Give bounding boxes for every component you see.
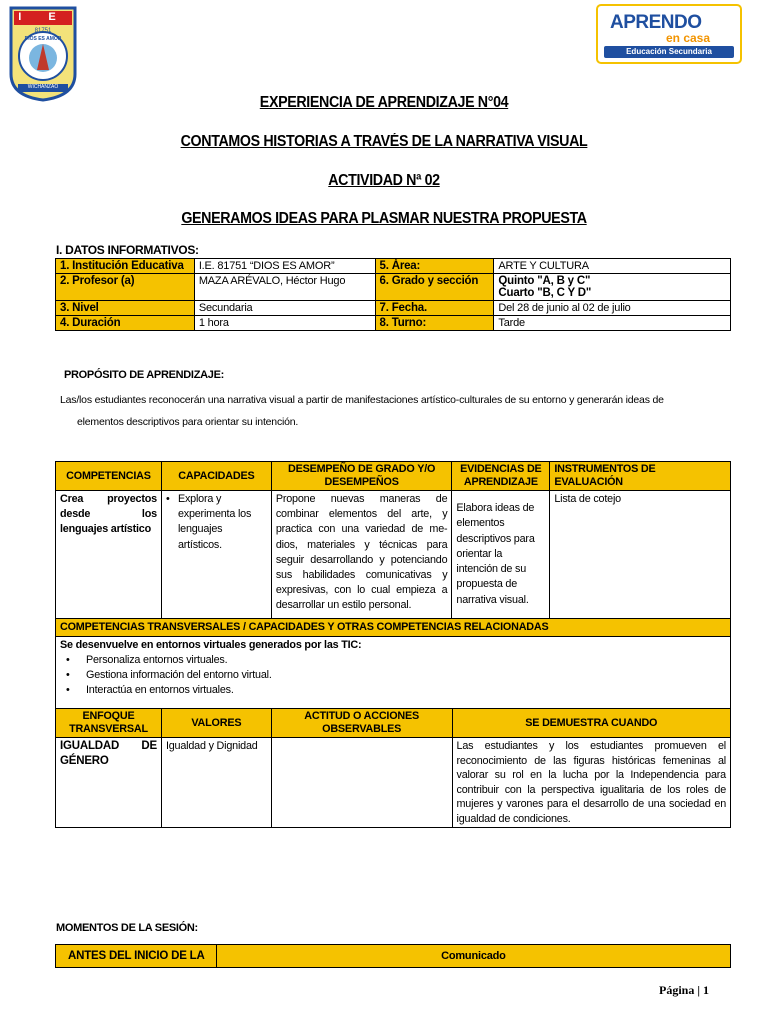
transversales-title: COMPETENCIAS TRANSVERSALES / CAPACIDADES Y OTRAS COMPETENCIAS RELACIONADAS (56, 619, 731, 637)
table-row (56, 945, 731, 968)
proposito-line1: Las/los estudiantes reconocerán una narrativa visual a partir de manifestaciones artístico-culturales de su entorno y generarán ideas de (60, 394, 664, 406)
label-turno: 8. Turno: (375, 316, 494, 331)
value-turno: Tarde (494, 316, 731, 331)
momentos-title: MOMENTOS DE LA SESIÓN: (56, 922, 198, 934)
table-row (56, 637, 731, 712)
evidencia-cell: Elabora ideas de elementos descriptivos para orientar la intención de su propuesta de narrativa visual. (452, 491, 550, 619)
datos-table (55, 258, 731, 331)
table-row (56, 491, 731, 619)
header-actitud: ACTITUD O ACCIONES OBSERVABLES (271, 709, 452, 738)
header-desempeno: DESEMPEÑO DE GRADO Y/O DESEMPEÑOS (271, 462, 452, 491)
table-row (56, 462, 731, 491)
instrumento-cell: Lista de cotejo (550, 491, 731, 619)
table-row (56, 301, 731, 316)
capacidad-cell (161, 491, 271, 619)
header-evidencias: EVIDENCIAS DE APRENDIZAJE (452, 462, 550, 491)
enfoque-table (55, 708, 731, 828)
header-enfoque: ENFOQUE TRANSVERSAL (56, 709, 162, 738)
value-nivel: Secundaria (194, 301, 375, 316)
crest-motto: DIOS ES AMOR (24, 36, 62, 42)
list-item: • Gestiona información del entorno virtual. (60, 668, 726, 683)
proposito-line2: elementos descriptivos para orientar su intención. (77, 416, 299, 428)
capacidad-item: • Explora y experimenta los lenguajes artísticos. (166, 492, 267, 553)
crest-number: 81751 (34, 28, 52, 34)
desempeno-cell: Propone nuevas maneras de combinar elementos del arte, y practica con una variedad de me-dios, materiales y técnicas para seguir desarrollando y potenciando sus habilidades comunicativas y expresivas, con lo cual empieza a desarrollar un estilo personal. (271, 491, 452, 619)
competencias-table (55, 461, 731, 712)
list-item: • Personaliza entornos virtuales. (60, 653, 726, 668)
header-capacidades: CAPACIDADES (161, 462, 271, 491)
valores-cell: Igualdad y Dignidad (161, 738, 271, 828)
aprendo-en-casa-logo (596, 4, 742, 64)
transversales-cell (56, 637, 731, 712)
actitud-cell (271, 738, 452, 828)
crest-initials: I E (18, 11, 68, 23)
table-row (56, 316, 731, 331)
grado-quinto: Quinto "A, B y C" (498, 275, 591, 287)
actividad-heading: ACTIVIDAD Nª 02 (328, 172, 440, 189)
label-nivel: 3. Nivel (56, 301, 195, 316)
experiencia-heading: EXPERIENCIA DE APRENDIZAJE N°04 (259, 94, 509, 111)
momentos-antes: ANTES DEL INICIO DE LA (56, 945, 217, 968)
school-crest-logo (8, 4, 78, 102)
momentos-comunicado: Comunicado (216, 945, 730, 968)
table-row (56, 274, 731, 301)
label-grado: 6. Grado y sección (375, 274, 494, 301)
datos-section-title: I. DATOS INFORMATIVOS: (56, 243, 199, 257)
transversal-competencia: Se desenvuelve en entornos virtuales generados por las TIC: (60, 639, 362, 652)
label-fecha: 7. Fecha. (375, 301, 494, 316)
proposito-text (60, 389, 740, 433)
table-row (56, 619, 731, 637)
list-item: • Interactúa en entornos virtuales. (60, 683, 726, 698)
table-row (56, 709, 731, 738)
momentos-table (55, 944, 731, 968)
titulo-heading: CONTAMOS HISTORIAS A TRAVÉS DE LA NARRATIVA VISUAL (180, 133, 588, 150)
value-institucion: I.E. 81751 “DIOS ES AMOR” (194, 259, 375, 274)
grado-cuarto: Cuarto "B, C Y D" (498, 287, 592, 299)
brand-aprendo: APRENDO (610, 12, 702, 33)
header-valores: VALORES (161, 709, 271, 738)
label-institucion: 1. Institución Educativa (56, 259, 195, 274)
label-profesor: 2. Profesor (a) (56, 274, 195, 301)
value-fecha: Del 28 de junio al 02 de julio (494, 301, 731, 316)
value-duracion: 1 hora (194, 316, 375, 331)
label-area: 5. Área: (375, 259, 494, 274)
table-row (56, 738, 731, 828)
value-area: ARTE Y CULTURA (494, 259, 731, 274)
header-competencias: COMPETENCIAS (56, 462, 162, 491)
enfoque-cell: IGUALDAD DE GÉNERO (56, 738, 162, 828)
proposito-title: PROPÓSITO DE APRENDIZAJE: (64, 369, 224, 381)
brand-en-casa: en casa (666, 31, 711, 45)
page-number: Página | 1 (659, 983, 709, 997)
header-demuestra: SE DEMUESTRA CUANDO (452, 709, 730, 738)
value-grado (494, 274, 731, 301)
subtitulo-heading: GENERAMOS IDEAS PARA PLASMAR NUESTRA PROPUESTA (181, 210, 587, 227)
label-duracion: 4. Duración (56, 316, 195, 331)
table-row (56, 259, 731, 274)
competencia-cell: Crea proyectos desde los lenguajes artístico (56, 491, 162, 619)
demuestra-cell: Las estudiantes y los estudiantes promueven el reconocimiento de las figuras históricas femeninas al valorar su rol en la lucha por la Independencia para contribuir con la perspectiva igualitaria de los roles de mujeres y varones para el desarrollo de una sociedad en igualdad de condiciones. (452, 738, 730, 828)
header-instrumentos: INSTRUMENTOS DE EVALUACIÓN (550, 462, 731, 491)
value-profesor: MAZA ARÉVALO, Héctor Hugo (194, 274, 375, 301)
brand-secundaria: Educación Secundaria (626, 47, 712, 56)
crest-city: WICHANZAO (27, 84, 59, 90)
